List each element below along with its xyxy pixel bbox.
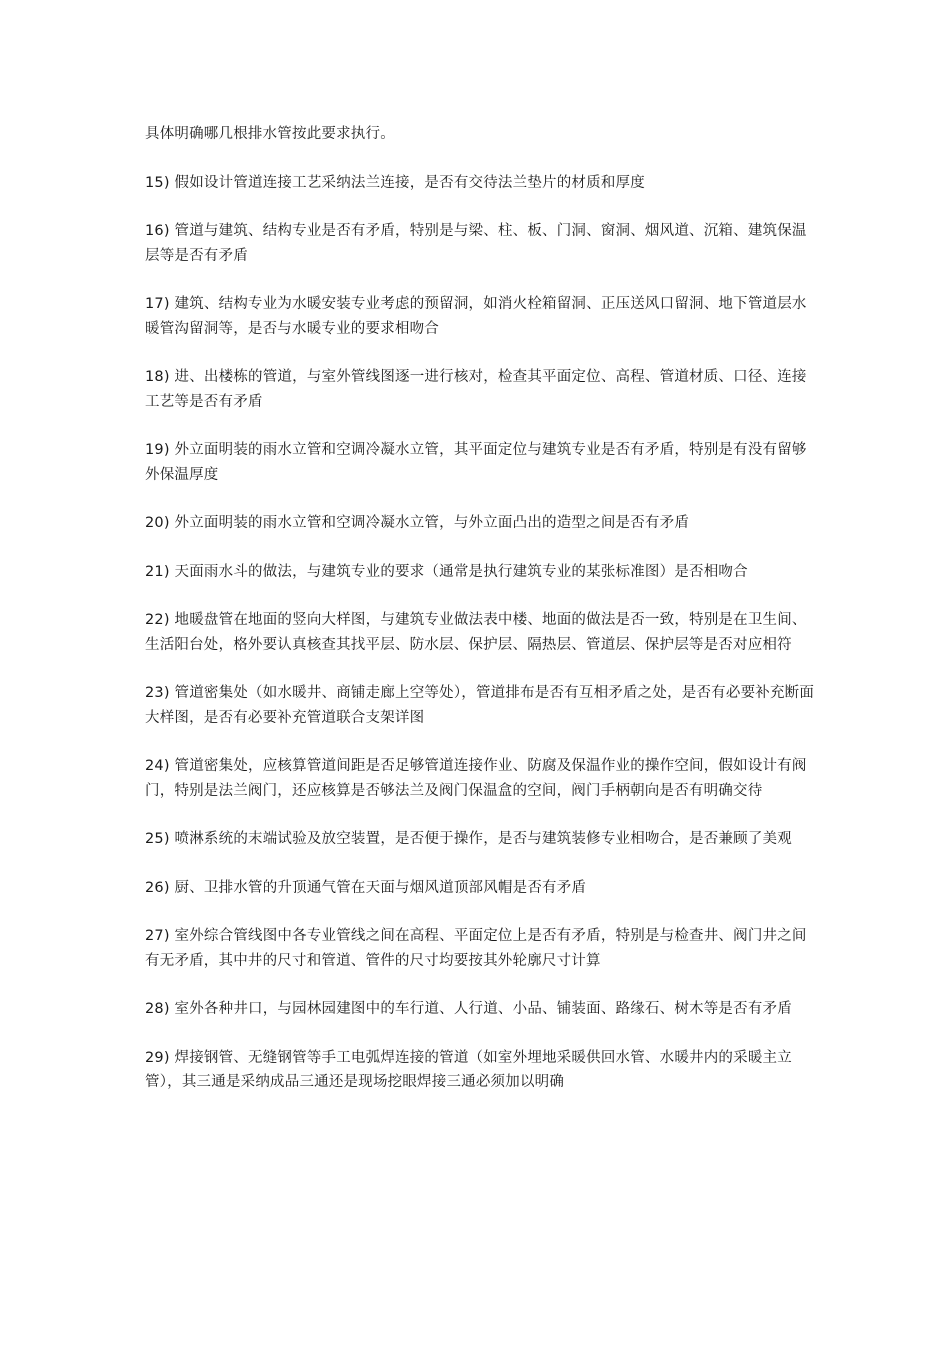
- list-item-29: 29) 焊接钢管、无缝钢管等手工电弧焊连接的管道（如室外埋地采暖供回水管、水暖井内的采暖主立管），其三通是采纳成品三通还是现场挖眼焊接三通必须加以明确: [145, 1049, 792, 1090]
- list-item-23: 23) 管道密集处（如水暖井、商铺走廊上空等处），管道排布是否有互相矛盾之处，是否有必要补充断面大样图，是否有必要补充管道联合支架详图: [145, 685, 815, 726]
- list-item-28: 28) 室外各种井口，与园林园建图中的车行道、人行道、小品、铺装面、路缘石、树木等是否有矛盾: [145, 1001, 792, 1017]
- list-item-18: 18) 进、出楼栋的管道，与室外管线图逐一进行核对，检查其平面定位、高程、管道材质、口径、连接工艺等是否有矛盾: [145, 369, 807, 410]
- list-item-25: 25) 喷淋系统的末端试验及放空装置，是否便于操作，是否与建筑装修专业相吻合，是否兼顾了美观: [145, 831, 792, 847]
- list-item-22: 22) 地暖盘管在地面的竖向大样图，与建筑专业做法表中楼、地面的做法是否一致，特别是在卫生间、生活阳台处，格外要认真核查其找平层、防水层、保护层、隔热层、管道层、保护层等是否对应相符: [145, 612, 807, 653]
- list-item-19: 19) 外立面明装的雨水立管和空调冷凝水立管，其平面定位与建筑专业是否有矛盾，特别是有没有留够外保温厚度: [145, 442, 807, 483]
- list-item-15: 15) 假如设计管道连接工艺采纳法兰连接，是否有交待法兰垫片的材质和厚度: [145, 174, 645, 191]
- list-item-24: 24) 管道密集处，应核算管道间距是否足够管道连接作业、防腐及保温作业的操作空间，假如设计有阀门，特别是法兰阀门，还应核算是否够法兰及阀门保温盒的空间，阀门手柄朝向是否有明确交待: [145, 758, 807, 799]
- list-item-17: 17) 建筑、结构专业为水暖安装专业考虑的预留洞，如消火栓箱留洞、正压送风口留洞、地下管道层水暖管沟留洞等，是否与水暖专业的要求相吻合: [145, 296, 807, 337]
- list-item-20: 20) 外立面明装的雨水立管和空调冷凝水立管，与外立面凸出的造型之间是否有矛盾: [145, 515, 690, 531]
- intro-paragraph: 具体明确哪几根排水管按此要求执行。: [145, 126, 395, 142]
- document-body: [145, 122, 815, 1119]
- list-item-27: 27) 室外综合管线图中各专业管线之间在高程、平面定位上是否有矛盾，特别是与检查井、阀门井之间有无矛盾，其中井的尺寸和管道、管件的尺寸均要按其外轮廓尺寸计算: [145, 928, 807, 969]
- list-item-16: 16) 管道与建筑、结构专业是否有矛盾，特别是与梁、柱、板、门洞、窗洞、烟风道、沉箱、建筑保温层等是否有矛盾: [145, 223, 807, 264]
- list-item-21: 21) 天面雨水斗的做法，与建筑专业的要求（通常是执行建筑专业的某张标准图）是否相吻合: [145, 563, 748, 580]
- list-item-26: 26) 厨、卫排水管的升顶通气管在天面与烟风道顶部风帽是否有矛盾: [145, 879, 587, 896]
